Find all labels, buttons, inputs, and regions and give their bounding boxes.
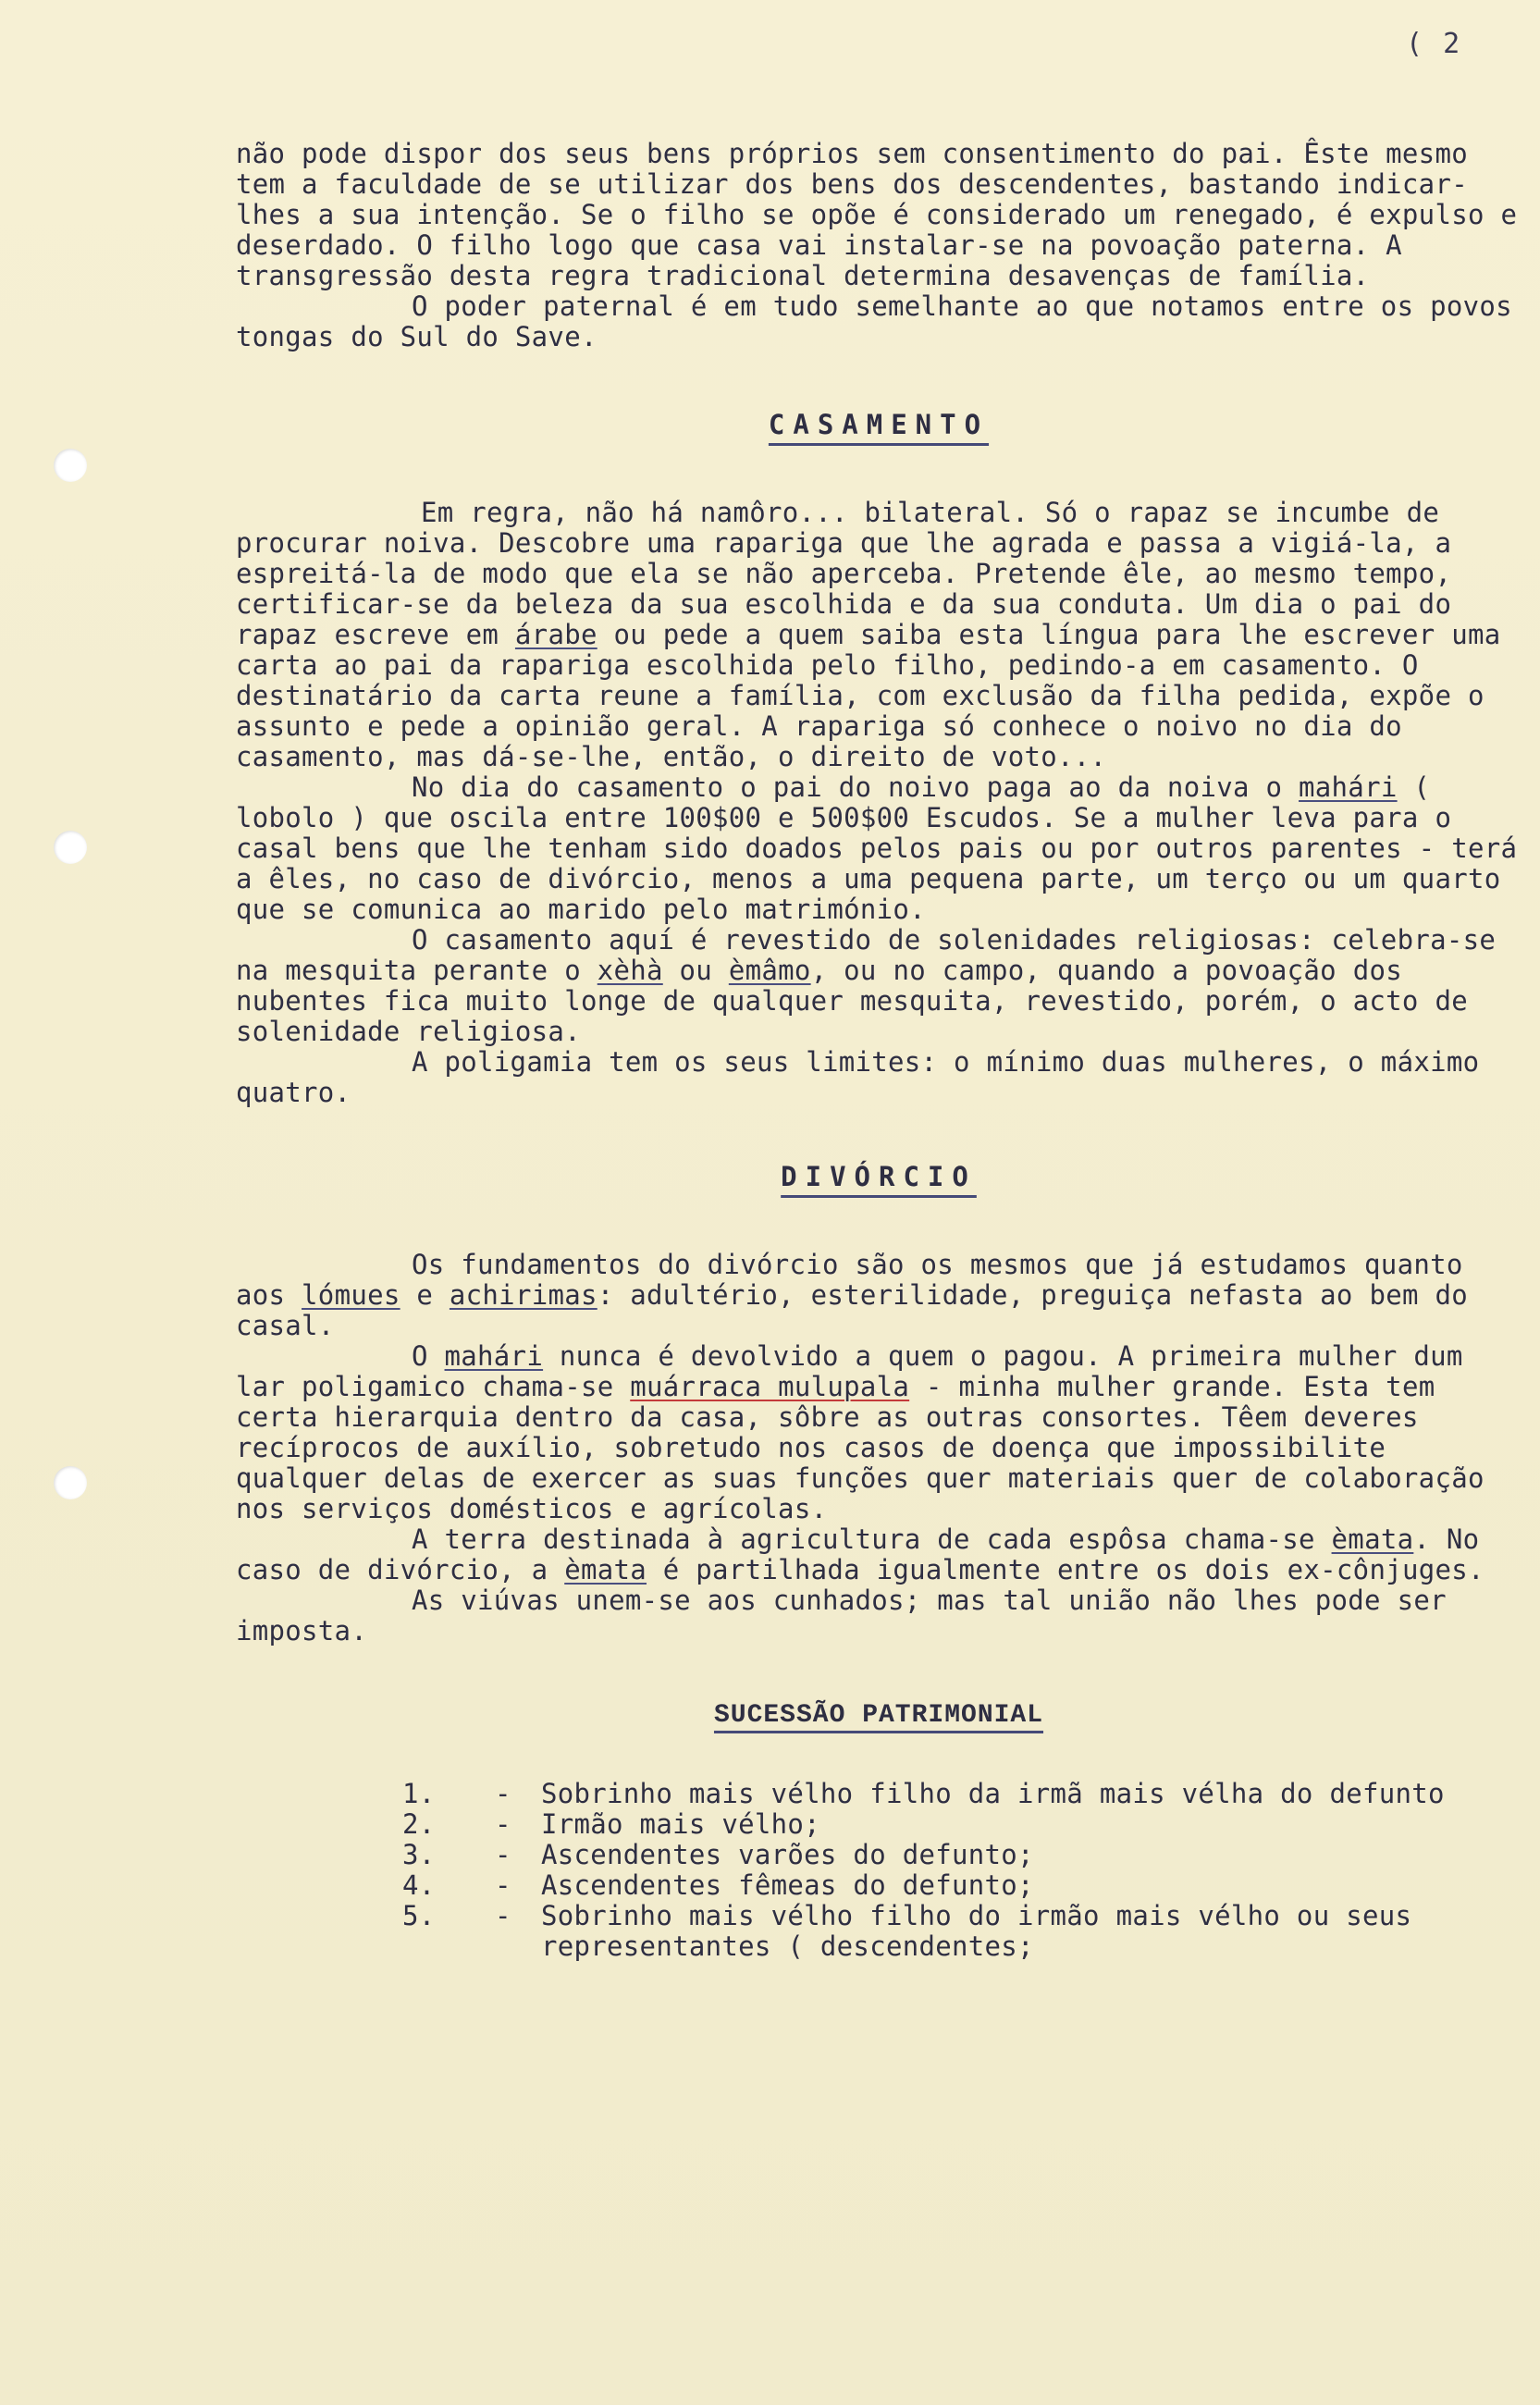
- punch-hole: [54, 449, 87, 482]
- term-mahari: mahári: [1299, 771, 1398, 803]
- punch-hole: [54, 1466, 87, 1499]
- heading-divorcio: DIVÓRCIO: [781, 1161, 977, 1192]
- casamento-paragraph-2: No dia do casamento o pai do noivo paga ao da noiva o mahári ( lobolo ) que oscila entre 100$00 e 500$00 Escudos. Se a mulher leva para o casal bens que lhe tenham sido doados pelos pais ou por outros parentes - terá a êles, no caso de divórcio, menos a uma pequena parte, um terço ou um quarto que se comunica ao marido pelo matrimónio.: [236, 771, 1534, 925]
- page-number: ( 2: [1406, 28, 1462, 60]
- document-body: [236, 138, 1534, 1962]
- list-item: 4. - Ascendentes fêmeas do defunto;: [402, 1869, 1034, 1901]
- list-item: 1. - Sobrinho mais vélho filho da irmã mais vélha do defunto: [402, 1778, 1445, 1809]
- term-mahari-2: mahári: [444, 1340, 544, 1372]
- term-arabe: árabe: [514, 619, 598, 650]
- term-emamo: èmâmo: [728, 955, 811, 986]
- heading-casamento: CASAMENTO: [768, 409, 990, 440]
- list-item: 3. - Ascendentes varões do defunto;: [402, 1839, 1034, 1870]
- heading-sucessao-patrimonial: SUCESSÃO PATRIMONIAL: [713, 1701, 1044, 1730]
- divorcio-paragraph-3: A terra destinada à agricultura de cada espôsa chama-se èmata. No caso de divórcio, a èmata é partilhada igualmente entre os dois ex-cônjuges.: [236, 1523, 1497, 1585]
- term-lomues: lómues: [302, 1279, 400, 1311]
- casamento-paragraph-3: O casamento aquí é revestido de solenidades religiosas: celebra-se na mesquita perante o xèhà ou èmâmo, ou no campo, quando a povoação dos nubentes fica muito longe de qualquer mesquita, revestido, porém, o acto de solenidade religiosa.: [236, 924, 1512, 1047]
- casamento-paragraph-4: A poligamia tem os seus limites: o mínimo duas mulheres, o máximo quatro.: [236, 1046, 1497, 1108]
- list-item: 5. - Sobrinho mais vélho filho do irmão mais vélho ou seus representantes ( descendentes;: [402, 1900, 1429, 1962]
- divorcio-paragraph-4: As viúvas unem-se aos cunhados; mas tal união não lhes pode ser imposta.: [236, 1585, 1463, 1646]
- divorcio-paragraph-2: O mahári nunca é devolvido a quem o pagou. A primeira mulher dum lar poligamico chama-se muárraca mulupala - minha mulher grande. Esta tem certa hierarquia dentro da casa, sôbre as outras consortes. Têem deveres recíprocos de auxílio, sobretudo nos casos de doença que impossibilite qualquer delas de exercer as suas funções quer materiais quer de colaboração nos serviços domésticos e agrícolas.: [236, 1340, 1501, 1524]
- punch-hole: [54, 831, 87, 864]
- term-xeha: xèhà: [597, 955, 663, 986]
- term-emata-2: èmata: [564, 1554, 647, 1585]
- term-muarraca-mulupala: muárraca mulupala: [630, 1371, 910, 1402]
- casamento-paragraph-1: Em regra, não há namôro... bilateral. Só o rapaz se incumbe de procurar noiva. Descobre uma rapariga que lhe agrada e passa a vigiá-la, a espreitá-la de modo que ela se não aperceba. Pretende êle, ao mesmo tempo, certificar-se da beleza da sua escolhida e da sua conduta. Um dia o pai do rapaz escreve em árabe ou pede a quem saiba esta língua para lhe escrever uma carta ao pai da rapariga escolhida pelo filho, pedindo-a em casamento. O destinatário da carta reune a família, com exclusão da filha pedida, expõe o assunto e pede a opinião geral. A rapariga só conhece o noivo no dia do casamento, mas dá-se-lhe, então, o direito de voto...: [236, 497, 1518, 772]
- sucessao-list: [236, 1779, 1522, 1962]
- list-item: 2. - Irmão mais vélho;: [402, 1808, 820, 1840]
- term-achirimas: achirimas: [449, 1279, 598, 1311]
- intro-paragraph-2: O poder paternal é em tudo semelhante ao que notamos entre os povos tongas do Sul do Save.: [236, 290, 1529, 352]
- divorcio-paragraph-1: Os fundamentos do divórcio são os mesmos que já estudamos quanto aos lómues e achirimas: adultério, esterilidade, preguiça nefasta ao bem do casal.: [236, 1249, 1485, 1341]
- intro-paragraph-1: não pode dispor dos seus bens próprios sem consentimento do pai. Êste mesmo tem a faculdade de se utilizar dos bens dos descendentes, bastando indicar-lhes a sua intenção. Se o filho se opõe é considerado um renegado, é expulso e deserdado. O filho logo que casa vai instalar-se na povoação paterna. A transgressão desta regra tradicional determina desavenças de família.: [236, 138, 1534, 291]
- term-emata: èmata: [1331, 1523, 1414, 1555]
